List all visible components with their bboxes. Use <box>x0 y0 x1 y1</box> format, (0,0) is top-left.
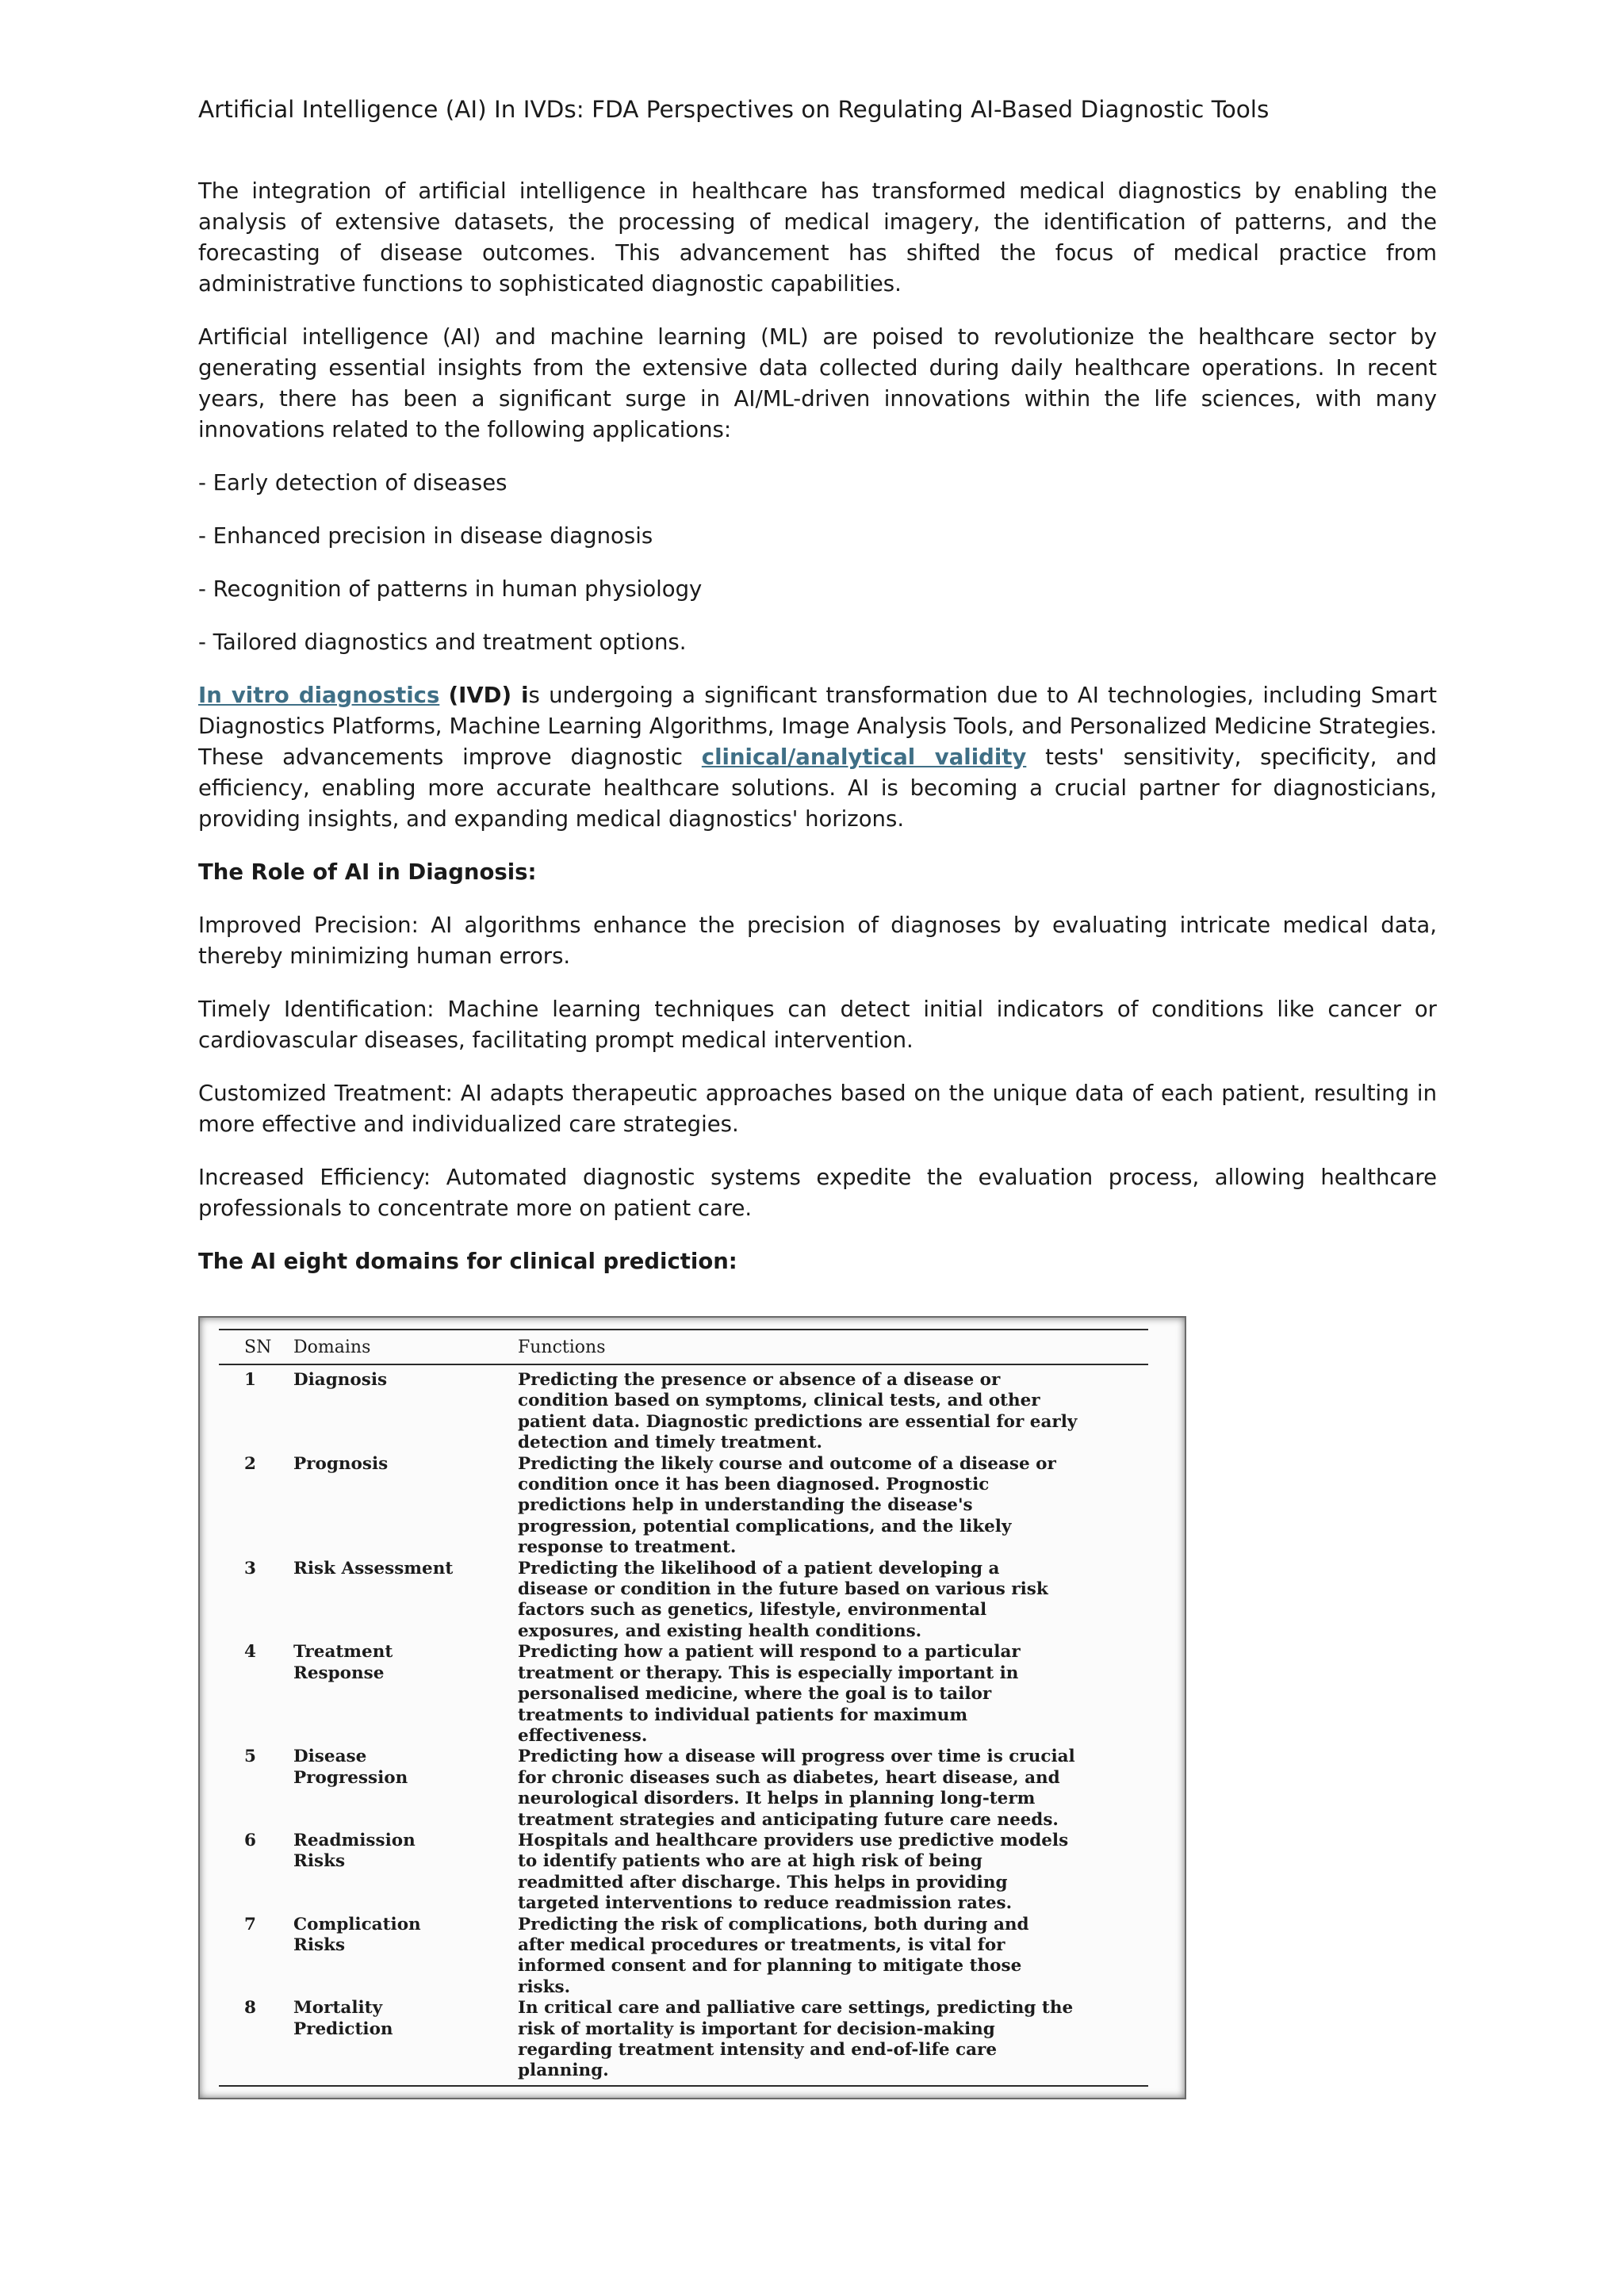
clinical-validity-link[interactable]: clinical/analytical validity <box>701 744 1027 770</box>
role-heading: The Role of AI in Diagnosis: <box>198 859 537 885</box>
function-line: Predicting how a disease will progress over time is crucial <box>518 1747 1075 1767</box>
ivd-text-2: tests' sensitivity, specificity, and efficiency, enabling more accurate healthcare solutions. AI is becoming a crucial partner for diagnosticians, providing insights, and expanding medical diagnostics' horizons. <box>198 744 1438 832</box>
intro-paragraph: The integration of artificial intelligence in healthcare has transformed medical diagnostics by enabling the analysis of extensive datasets, the processing of medical imagery, the identification of patterns, and the forecasting of disease outcomes. This advancement has shifted the focus of medical practice from administrative functions to sophisticated diagnostic capabilities. <box>198 178 1437 297</box>
row-sn: 6 <box>244 1830 256 1850</box>
function-line: regarding treatment intensity and end-of-life care <box>518 2040 998 2060</box>
function-line: treatment or therapy. This is especially important in <box>518 1663 1019 1683</box>
function-line: Hospitals and healthcare providers use predictive models <box>518 1830 1069 1850</box>
row-sn: 3 <box>244 1558 256 1578</box>
row-domain <box>293 1454 518 1475</box>
domains-table-image <box>198 1316 1186 2099</box>
function-line: treatment strategies and anticipating future care needs. <box>518 1809 1059 1830</box>
row-sn: 7 <box>244 1914 256 1934</box>
row-function <box>518 1642 1148 1747</box>
row-sn: 1 <box>244 1370 256 1390</box>
function-line: Predicting the likelihood of a patient developing a <box>518 1558 1000 1578</box>
domain-line: Prediction <box>293 2019 393 2039</box>
function-line: personalised medicine, where the goal is to tailor <box>518 1684 992 1705</box>
list-item: - Recognition of patterns in human physiology <box>198 576 703 602</box>
in-vitro-diagnostics-link[interactable]: In vitro diagnostics <box>198 683 440 708</box>
domain-line: Risk Assessment <box>293 1558 454 1578</box>
ivd-text-1: s undergoing a significant transformation due to AI technologies, including Smart Diagnostics Platforms, Machine Learning Algorithms, Image Analysis Tools, and Personalized Medicine Strategies. These advancements improve diagnostic <box>198 683 1437 770</box>
role-item-precision: Improved Precision: AI algorithms enhance the precision of diagnoses by evaluating intricate medical data, thereby minimizing human errors. <box>198 913 1437 969</box>
function-line: planning. <box>518 2061 609 2081</box>
row-function <box>518 1454 1148 1559</box>
domain-line: Diagnosis <box>293 1370 388 1390</box>
function-line: exposures, and existing health conditions. <box>518 1621 922 1641</box>
row-sn: 5 <box>244 1747 256 1767</box>
role-item-treatment: Customized Treatment: AI adapts therapeutic approaches based on the unique data of each patient, resulting in more effective and individualized care strategies. <box>198 1081 1437 1137</box>
applications-list <box>198 468 1437 658</box>
function-line: Predicting the presence or absence of a disease or <box>518 1370 1001 1390</box>
row-sn: 8 <box>244 1998 256 2019</box>
table-row <box>219 1642 1148 1747</box>
table-row <box>219 1831 1148 1915</box>
function-line: risks. <box>518 1976 571 1997</box>
domain-line: Treatment <box>293 1642 393 1663</box>
function-line: informed consent and for planning to mitigate those <box>518 1956 1022 1976</box>
table-row <box>219 1915 1148 1999</box>
table-row <box>219 1998 1148 2082</box>
function-line: In critical care and palliative care settings, predicting the <box>518 1998 1074 2019</box>
row-domain <box>293 1370 518 1391</box>
row-domain <box>293 1642 518 1684</box>
row-function <box>518 1559 1148 1643</box>
row-function <box>518 1747 1148 1831</box>
function-line: factors such as genetics, lifestyle, environmental <box>518 1600 987 1621</box>
domain-line: Readmission <box>293 1830 416 1850</box>
role-item-efficiency: Increased Efficiency: Automated diagnostic systems expedite the evaluation process, allowing healthcare professionals to concentrate more on patient care. <box>198 1165 1437 1221</box>
row-domain <box>293 1915 518 1957</box>
domain-line: Risks <box>293 1934 346 1955</box>
header-domains: Domains <box>293 1337 371 1357</box>
function-line: after medical procedures or treatments, is vital for <box>518 1934 1005 1955</box>
domain-line: Mortality <box>293 1998 383 2019</box>
list-item: - Early detection of diseases <box>198 470 508 496</box>
domain-line: Prognosis <box>293 1453 389 1474</box>
ivd-paragraph <box>198 680 1437 835</box>
function-line: detection and timely treatment. <box>518 1433 822 1453</box>
domain-line: Complication <box>293 1914 421 1934</box>
function-line: treatments to individual patients for maximum <box>518 1705 968 1725</box>
row-sn: 2 <box>244 1453 256 1474</box>
domains-table <box>219 1321 1148 2087</box>
table-row <box>219 1454 1148 1559</box>
document-title: Artificial Intelligence (AI) In IVDs: FDA Perspectives on Regulating AI-Based Diagnostic Tools <box>198 96 1270 123</box>
function-line: for chronic diseases such as diabetes, heart disease, and <box>518 1767 1060 1788</box>
list-item: - Tailored diagnostics and treatment options. <box>198 629 687 655</box>
row-function <box>518 1831 1148 1915</box>
table-row <box>219 1370 1148 1454</box>
header-sn: SN <box>244 1337 272 1357</box>
function-line: condition based on symptoms, clinical tests, and other <box>518 1391 1040 1411</box>
domain-line: Progression <box>293 1767 408 1788</box>
document-body <box>198 94 1437 1299</box>
header-functions: Functions <box>518 1337 606 1357</box>
table-row <box>219 1747 1148 1831</box>
row-domain <box>293 1747 518 1789</box>
domains-heading: The AI eight domains for clinical prediction: <box>198 1249 737 1274</box>
row-domain <box>293 1998 518 2040</box>
function-line: progression, potential complications, and the likely <box>518 1516 1012 1536</box>
ai-ml-paragraph: Artificial intelligence (AI) and machine learning (ML) are poised to revolutionize the healthcare sector by generating essential insights from the extensive data collected during daily healthcare operations. In recent years, there has been a significant surge in AI/ML-driven innovations within the life sciences, with many innovations related to the following applications: <box>198 324 1437 442</box>
function-line: readmitted after discharge. This helps in providing <box>518 1872 1008 1892</box>
function-line: neurological disorders. It helps in planning long-term <box>518 1789 1036 1809</box>
function-line: patient data. Diagnostic predictions are essential for early <box>518 1411 1078 1432</box>
row-function <box>518 1998 1148 2082</box>
function-line: to identify patients who are at high risk of being <box>518 1851 982 1872</box>
domain-line: Response <box>293 1663 385 1683</box>
function-line: predictions help in understanding the disease's <box>518 1495 973 1516</box>
ivd-abbrev: (IVD) i <box>448 683 529 708</box>
function-line: Predicting the likely course and outcome of a disease or <box>518 1453 1056 1474</box>
row-domain <box>293 1559 518 1579</box>
function-line: effectiveness. <box>518 1725 648 1746</box>
row-function <box>518 1915 1148 1999</box>
table-bottom-rule <box>219 2085 1148 2087</box>
function-line: risk of mortality is important for decision-making <box>518 2019 995 2039</box>
function-line: response to treatment. <box>518 1537 737 1558</box>
function-line: disease or condition in the future based on various risk <box>518 1579 1048 1600</box>
function-line: condition once it has been diagnosed. Prognostic <box>518 1475 990 1495</box>
row-sn: 4 <box>244 1642 256 1663</box>
domain-line: Risks <box>293 1851 346 1872</box>
role-item-identification: Timely Identification: Machine learning techniques can detect initial indicators of conditions like cancer or cardiovascular diseases, facilitating prompt medical intervention. <box>198 997 1437 1053</box>
table-header <box>219 1329 1148 1365</box>
domain-line: Disease <box>293 1747 367 1767</box>
table-row <box>219 1559 1148 1643</box>
table-body <box>219 1365 1148 2082</box>
function-line: Predicting the risk of complications, both during and <box>518 1914 1029 1934</box>
row-domain <box>293 1831 518 1873</box>
function-line: Predicting how a patient will respond to a particular <box>518 1642 1021 1663</box>
row-function <box>518 1370 1148 1454</box>
function-line: targeted interventions to reduce readmission rates. <box>518 1893 1013 1914</box>
list-item: - Enhanced precision in disease diagnosis <box>198 523 653 549</box>
